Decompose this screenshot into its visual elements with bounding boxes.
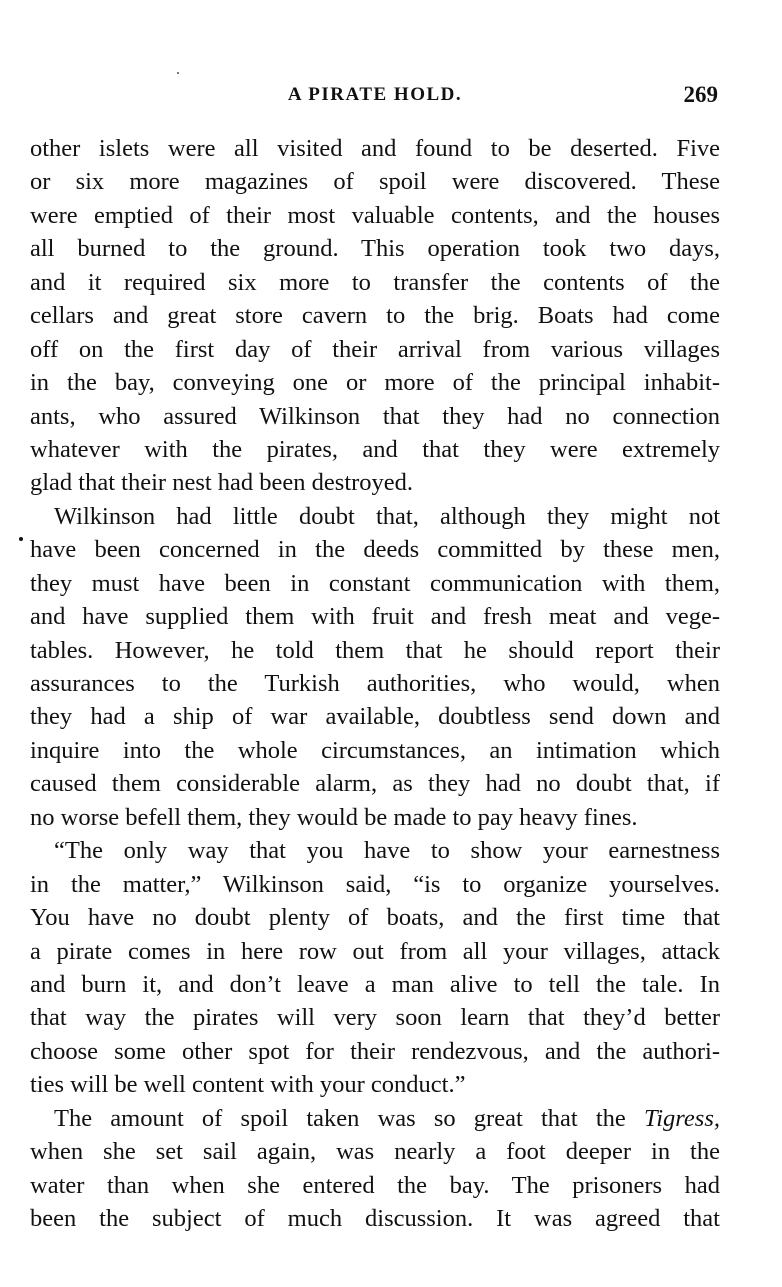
text-line: whatever with the pirates, and that they were extremely: [30, 435, 720, 463]
text-line: assurances to the Turkish authorities, who would, when: [30, 670, 720, 697]
text-line: were emptied of their most valuable contents, and the houses: [30, 201, 720, 229]
text-line: and it required six more to transfer the contents of the: [30, 268, 720, 296]
text-line: tables. However, he told them that he should report their: [30, 636, 720, 664]
text-line: Wilkinson had little doubt that, although they might not: [54, 502, 720, 530]
page-number: 269: [683, 82, 718, 107]
text-line: “The only way that you have to show your earnestness: [54, 837, 720, 865]
running-title: A PIRATE HOLD.: [287, 84, 463, 105]
text-line: and have supplied them with fruit and fresh meat and vege-: [30, 603, 720, 631]
text-line: all burned to the ground. This operation took two days,: [30, 235, 720, 263]
text-line: in the matter,” Wilkinson said, “is to organize yourselves.: [30, 870, 720, 898]
margin-mark: [19, 537, 23, 541]
text-line: other islets were all visited and found to be deserted. Five: [30, 135, 720, 162]
text-line: ants, who assured Wilkinson that they had no connection: [30, 402, 720, 430]
ship-name: Tigress,: [643, 1104, 720, 1132]
text-line: glad that their nest had been destroyed.: [30, 469, 414, 497]
text-line: ties will be well content with your conduct.”: [30, 1071, 466, 1099]
text-line: a pirate comes in here row out from all your villages, attack: [30, 937, 720, 965]
text-line: or six more magazines of spoil were discovered. These: [30, 168, 720, 196]
text-segment: The amount of spoil taken was so great that the: [54, 1104, 644, 1132]
text-line: in the bay, conveying one or more of the principal inhabit-: [30, 369, 720, 397]
text-line: inquire into the whole circumstances, an intimation which: [30, 736, 720, 764]
text-line: have been concerned in the deeds committed by these men,: [30, 536, 720, 564]
text-line: been the subject of much discussion. It was agreed that: [30, 1205, 720, 1232]
text-line: water than when she entered the bay. The prisoners had: [30, 1171, 720, 1199]
running-head: [30, 82, 720, 112]
text-line: they must have been in constant communication with them,: [30, 569, 720, 597]
body-text: [30, 132, 720, 1235]
text-line: they had a ship of war available, doubtless send down and: [30, 703, 720, 731]
text-line: off on the first day of their arrival from various villages: [30, 335, 720, 363]
text-line: choose some other spot for their rendezvous, and the authori-: [30, 1037, 720, 1065]
text-line: cellars and great store cavern to the brig. Boats had come: [30, 302, 720, 330]
text-line: You have no doubt plenty of boats, and the first time that: [30, 904, 720, 932]
print-speck: [177, 72, 179, 74]
text-line: [30, 1102, 720, 1135]
text-line: caused them considerable alarm, as they had no doubt that, if: [30, 770, 720, 798]
text-line: when she set sail again, was nearly a foot deeper in the: [30, 1138, 720, 1166]
text-line: no worse befell them, they would be made to pay heavy fines.: [30, 803, 638, 831]
text-line: and burn it, and don’t leave a man alive to tell the tale. In: [30, 970, 720, 998]
text-line: that way the pirates will very soon learn that they’d better: [30, 1004, 720, 1032]
